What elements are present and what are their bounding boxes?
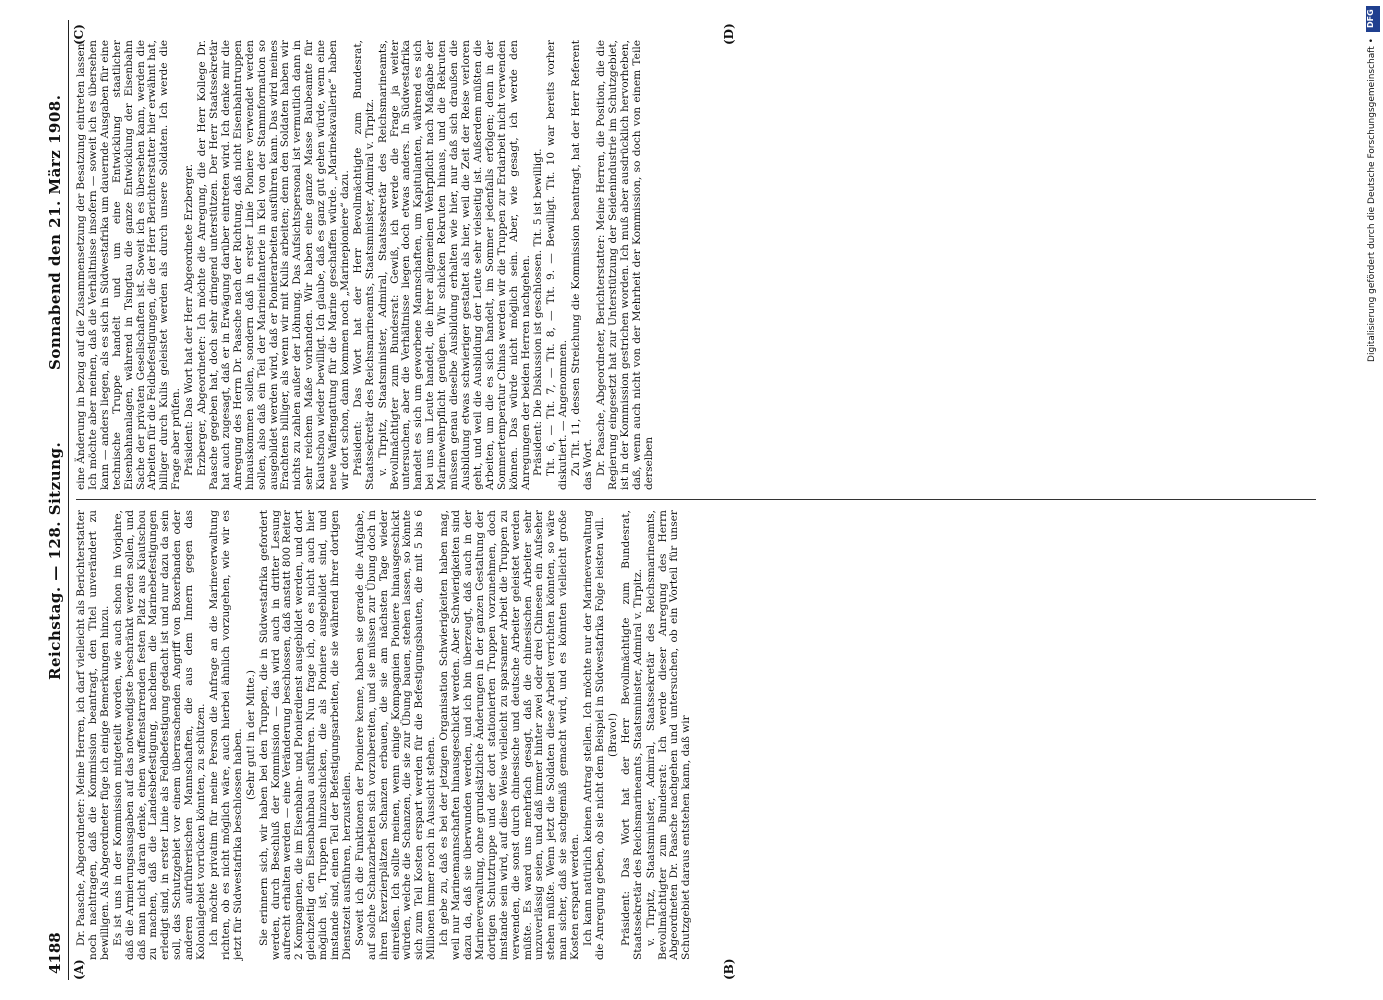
- column-divider: [76, 499, 1316, 500]
- margin-marker-b: (B): [722, 958, 736, 980]
- session-date: Sonnabend den 21. März 1908.: [46, 94, 64, 370]
- paragraph: Erzberger, Abgeordneter: Ich möchte die Anregung, die der Herr Kollege Dr. Paasche gegeben hat, doch sehr dringend unterstützen. Der Herr Staatssekretär hat auch zugesagt, daß er in Erwägung darüber eintreten wird. Ich denke mir die Anregung des Herrn Dr. Paasche nach der Richtung, daß nicht Eisenbahntruppen hinauskommen sollen, sondern daß in erster Linie Pioniere verwendet werden sollen, also daß ein Teil der Marineinfanterie in Kiel von der Stammformation so ausgebildet werden wird, daß er Pionierarbeiten ausführen kann. Das wird meines Erachtens billiger, als wenn wir mit Kulis arbeiten; denn den Soldaten haben wir nichts zu zahlen außer der Löhnung. Das Aufsichtspersonal ist vermutlich dann in sehr reichem Maße vorhanden. Wir haben eine ganze Masse Baubeamte für Kiautschou wieder bewilligt. Ich glaube, daß es ganz gut gehen würde, wenn eine neue Waffengattung für die Marine geschaffen würde. „Marinekavallerie“ haben wir dort schon, dann kommen noch „Marinepioniere“ dazu.: [196, 40, 351, 490]
- paragraph: Präsident: Das Wort hat der Herr Bevollmächtigte zum Bundesrat, Staatssekretär des Reichsmarineamts, Staatsminister, Admiral v. Tirpitz.: [351, 40, 376, 490]
- digitization-sidebar: [1366, 6, 1380, 996]
- paragraph: v. Tirpitz, Staatsminister, Admiral, Staatssekretär des Reichsmarineamts, Bevollmächtigter zum Bundesrat: Gewiß, ich werde die Frage ja weiter untersuchen, aber die Verhältnisse liegen doch etwas anders. In Südwestafrika handelt es sich um geworbene Mannschaften, um Kapitulanten, während es sich bei uns um Leute handelt, die ihrer allgemeinen Wehrpflicht nach Maßgabe der Marinewehrpflicht genügen. Wir schicken Rekruten hinaus, und die Rekruten müssen genau dieselbe Ausbildung erhalten wie hier, nur daß sich draußen die Ausbildung etwas schwieriger gestaltet als hier, weil die Zeit der Reise verloren geht, und weil die Ausbildung der Leute sehr vielseitig ist. Außerdem müßten die Arbeiten, um die es sich handelt, im Sommer jedenfalls erfolgen; denn in der Sommertemperatur Chinas werden wir die Truppen zur Erdarbeit nicht verwenden können. Das würde nicht möglich sein. Aber, wie gesagt, ich werde den Anregungen der beiden Herren nachgehen.: [376, 40, 532, 490]
- dfg-logo: DFG: [1366, 6, 1380, 32]
- interjection: (Bravo!): [606, 712, 619, 758]
- digitization-note: Digitalisierung gefördert durch die Deutsche Forschungsgemeinschaft •: [1367, 38, 1377, 362]
- margin-marker-c: (C): [72, 24, 86, 45]
- rotated-printed-page: [42, 20, 1342, 980]
- paragraph: Präsident: Das Wort hat der Herr Abgeordnete Erzberger.: [183, 163, 196, 476]
- page-number: 4188: [46, 932, 64, 974]
- margin-marker-d: (D): [722, 23, 736, 45]
- paragraph: Es ist uns in der Kommission mitgeteilt worden, wie auch schon im Vorjahre, daß die Armierungsausgaben auf das notwendigste beschränkt werden sollen, und daß man nicht daran denke, einen waffenstarrenden festen Platz aus Kiautschou zu machen, daß die Landesbefestigung, nachdem die Marinebefestigungen erledigt sind, in erster Linie als Feldbefestigung gedacht ist und nur dazu da sein soll, das Schutzgebiet vor einem überraschenden Angriff von Boxerbanden oder anderen aufrührerischen Mannschaften, die aus dem Innern gegen das Kolonialgebiet vorrücken könnten, zu schützen.: [111, 510, 208, 960]
- margin-marker-a: (A): [72, 959, 86, 980]
- paragraph: v. Tirpitz, Staatsminister, Admiral, Staatssekretär des Reichsmarineamts, Bevollmächtigter zum Bundesrat: Ich werde dieser Anregung des Herrn Abgeordneten Dr. Paasche nachgehen und untersuchen, ob ein Vorteil für unser Schutzgebiet daraus entstehen kann, daß wir: [644, 510, 693, 960]
- paragraph: Zu Tit. 11, dessen Streichung die Kommission beantragt, hat der Herr Referent das Wort.: [570, 40, 595, 490]
- paragraph: Ich gebe zu, daß es bei der jetzigen Organisation Schwierigkeiten haben mag, weil nur Marinemannschaften hinausgeschickt werden. Aber Schwierigkeiten sind dazu da, daß sie überwunden werden, und ich bin überzeugt, daß auch in der Marineverwaltung, ohne grundsätzliche Änderungen in der ganzen Gestaltung der dortigen Schutztruppe und der dort stationierten Truppen vorzunehmen, doch imstande sein wird, auf diese Weise vielleicht zu sparsamer Arbeit die Truppen zu verwenden, die sonst durch chinesische und deutsche Arbeiter geleistet werden müßte. Es ward uns mehrfach gesagt, daß die chinesischen Arbeiter sehr unzuverlässig seien, und daß immer hinter zwei oder drei Chinesen ein Aufseher stehen müßte. Wenn jetzt die Soldaten diese Arbeit verrichten könnten, so wäre man sicher, daß sie sachgemäß gemacht wird, und es könnten vielleicht große Kosten erspart werden.: [438, 510, 582, 960]
- paragraph: Ich möchte privatim für meine Person die Anfrage an die Marineverwaltung richten, ob es nicht möglich wäre, auch hierbei ähnlich vorzugehen, wie wir es jetzt für Südwestafrika beschlossen haben.: [207, 510, 244, 960]
- paragraph: Soweit ich die Funktionen der Pioniere kenne, haben sie gerade die Aufgabe, auf solche Schanzarbeiten sich vorzubereiten, und sie müssen zur Übung doch in ihren Exerzierplätzen Schanzen erbauen, die sie am nächsten Tage wieder einreißen. Ich sollte meinen, wenn einige Kompagnien Pioniere hinausgeschickt würden, welche die Schanzen, die sie zur Übung bauen, stehen lassen, so könnte sich zum Teil Kosten erspart werden für die Befestigungsbauten, die mit 5 bis 6 Millionen immer noch in Aussicht stehen.: [353, 510, 438, 960]
- right-column: [76, 40, 657, 490]
- paragraph: Ich kann natürlich keinen Antrag stellen. Ich möchte nur der Marineverwaltung die Anregung geben, ob sie nicht dem Beispiel in Südwestafrika Folge leisten will.: [582, 510, 606, 960]
- session-title: Reichstag. — 128. Sitzung.: [46, 441, 64, 680]
- page-header: [42, 20, 69, 980]
- paragraph: Sie erinnern sich, wir haben bei den Truppen, die in Südwestafrika gefordert werden, durch Beschluß der Kommission — das wird auch in dritter Lesung aufrecht erhalten werden — eine Veränderung beschlossen, daß anstatt 800 Reiter 2 Kompagnien, die im Eisenbahn- und Pionierdienst ausgebildet werden, und dort gleichzeitig den Eisenbahnbau ausführen. Nun frage ich, ob es nicht auch hier möglich ist, Truppen hinzuschicken, die als Pioniere ausgebildet sind, und imstande sind, einen Teil der Befestigungsarbeiten, die sie während ihrer dortigen Dienstzeit ausführen, herzustellen.: [257, 510, 353, 960]
- paragraph: Tit. 6, — Tit. 7, — Tit. 8, — Tit. 9. — Bewilligt. Tit. 10 war bereits vorher diskutiert. — Angenommen.: [545, 40, 570, 490]
- paragraph: Dr. Paasche, Abgeordneter, Berichterstatter: Meine Herren, die Position, die die Regierung eingesetzt hat zur Unterstützung der Seidenindustrie im Schutzgebiet, ist in der Kommission gestrichen worden. Ich muß aber ausdrücklich hervorheben, daß, wenn auch nicht von der Mehrheit der Kommission, so doch von einem Teile derselben: [594, 40, 655, 490]
- paragraph: Dr. Paasche, Abgeordneter: Meine Herren, ich darf vielleicht als Berichterstatter noch nachtragen, daß die Kommission beantragt, den Titel unverändert zu bewilligen. Als Abgeordneter füge ich einige Bemerkungen hinzu.: [75, 510, 111, 960]
- interjection: (Sehr gut! in der Mitte.): [244, 670, 257, 800]
- paragraph: Präsident: Die Diskussion ist geschlossen. Tit. 5 ist bewilligt.: [532, 148, 545, 476]
- left-column: [76, 510, 694, 960]
- paragraph: Präsident: Das Wort hat der Herr Bevollmächtigte zum Bundesrat, Staatssekretär des Reichsmarineamts, Staatsminister, Admiral v. Tirpitz.: [619, 510, 644, 960]
- paragraph: eine Änderung in bezug auf die Zusammensetzung der Besatzung eintreten lassen. Ich möchte aber meinen, daß die Verhältnisse insofern — soweit ich es übersehen kann — anders liegen, als es sich in Südwestafrika um dauernde Ausgaben für eine technische Truppe handelt und um eine Entwicklung staatlicher Eisenbahnanlagen, während in Tsingtau die ganze Entwicklung der Eisenbahn Sache der privaten Gesellschaften ist. Soweit ich es übersehen kann, werden die Arbeiten für die Feldbefestigungen, die der Herr Berichterstatter hier erwähnt hat, billiger durch Kulis geleistet werden als durch unsere Soldaten. Ich werde die Frage aber prüfen.: [75, 40, 183, 490]
